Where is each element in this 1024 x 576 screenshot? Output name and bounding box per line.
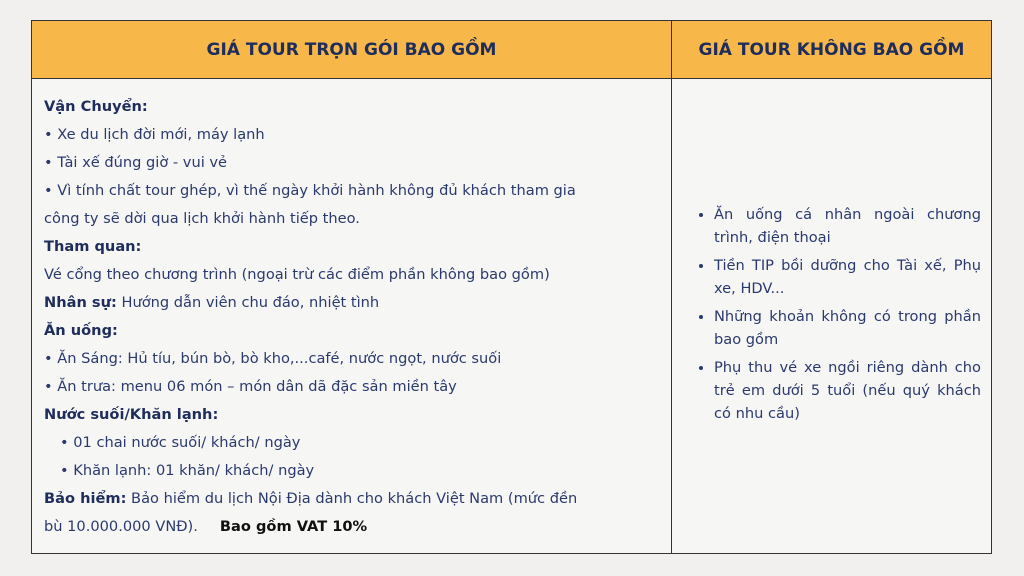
transport-title: Vận Chuyển:	[44, 98, 148, 115]
water-title: Nước suối/Khăn lạnh:	[44, 406, 219, 423]
insurance-text: Bảo hiểm du lịch Nội Địa dành cho khách Việt Nam (mức đền	[126, 490, 578, 507]
water-item: • Khăn lạnh: 01 khăn/ khách/ ngày	[60, 462, 315, 479]
sightseeing-title: Tham quan:	[44, 238, 142, 255]
staff-line	[44, 289, 671, 317]
transport-item: • Xe du lịch đời mới, máy lạnh	[44, 126, 265, 143]
excluded-item: • Ăn uống cá nhân ngoài chương trình, điện thoại	[714, 203, 981, 249]
transport-item: • Vì tính chất tour ghép, vì thế ngày khởi hành không đủ khách tham gia	[44, 182, 576, 199]
insurance-title: Bảo hiểm:	[44, 490, 127, 507]
transport-item: • Tài xế đúng giờ - vui vẻ	[44, 154, 227, 171]
insurance-line	[44, 485, 671, 513]
water-item: • 01 chai nước suối/ khách/ ngày	[60, 434, 301, 451]
meals-title: Ăn uống:	[44, 322, 118, 339]
meals-item: • Ăn trưa: menu 06 món – món dân dã đặc sản miền tây	[44, 378, 457, 395]
sightseeing-text: Vé cổng theo chương trình (ngoại trừ các điểm phần không bao gồm)	[44, 266, 550, 283]
excluded-item: • Tiền TIP bồi dưỡng cho Tài xế, Phụ xe, HDV...	[714, 254, 981, 300]
vat-note: Bao gồm VAT 10%	[219, 518, 368, 535]
tour-price-table	[31, 20, 992, 554]
excluded-item: • Những khoản không có trong phần bao gồm	[714, 305, 981, 351]
excluded-cell	[672, 79, 991, 553]
excluded-item: • Phụ thu vé xe ngồi riêng dành cho trẻ em dưới 5 tuổi (nếu quý khách có nhu cầu)	[714, 356, 981, 425]
meals-item: • Ăn Sáng: Hủ tíu, bún bò, bò kho,...café, nước ngọt, nước suối	[44, 350, 502, 367]
staff-text: Hướng dẫn viên chu đáo, nhiệt tình	[116, 294, 380, 311]
included-header: GIÁ TOUR TRỌN GÓI BAO GỒM	[32, 21, 672, 79]
staff-title: Nhân sự:	[44, 294, 117, 311]
insurance-text-cont: bù 10.000.000 VNĐ).	[44, 518, 198, 535]
excluded-list	[694, 203, 981, 430]
transport-item-cont: công ty sẽ dời qua lịch khởi hành tiếp theo.	[44, 210, 360, 227]
excluded-header: GIÁ TOUR KHÔNG BAO GỒM	[672, 21, 991, 79]
included-cell	[32, 79, 672, 553]
insurance-line-cont	[44, 513, 671, 541]
